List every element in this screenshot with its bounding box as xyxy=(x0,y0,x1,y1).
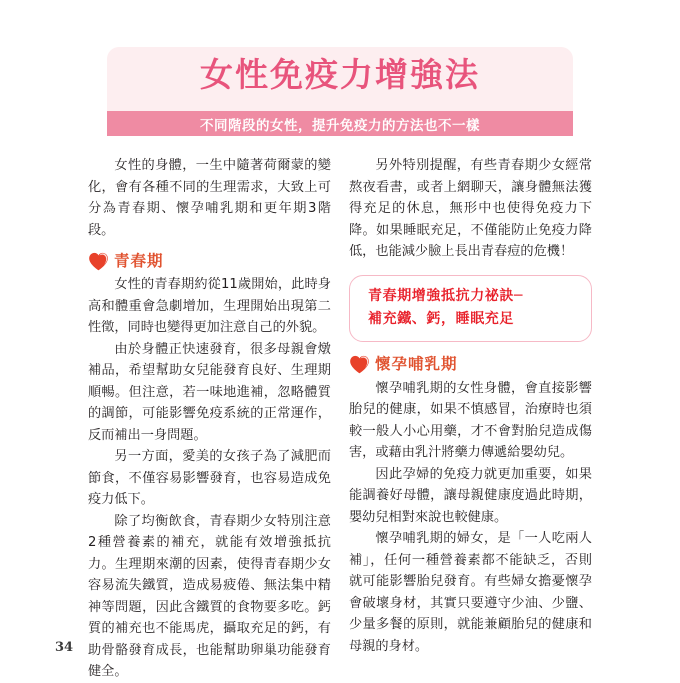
section-heading-pregnancy xyxy=(349,354,592,376)
section-title-pregnancy: 懷孕哺乳期 xyxy=(375,355,458,373)
paragraph: 另一方面，愛美的女孩子為了減肥而節食，不僅容易影響發育，也容易造成免疫力低下。 xyxy=(88,449,331,507)
paragraph: 除了均衡飲食，青春期少女特別注意2種營養素的補充，就能有效增強抵抗力。生理期來潮的因素，使得青春期少女容易流失鐵質，造成易疲倦、無法集中精神等問題，因此含鐵質的食物要多吃。鈣質的補充也不能馬虎，攝取充足的鈣，有助骨骼發育成長，也能幫助卵巢功能發育健全。 xyxy=(88,513,331,679)
section-title-adolescence: 青春期 xyxy=(114,251,164,270)
page-title: 女性免疫力增強法 xyxy=(200,55,480,94)
header-banner xyxy=(107,47,573,111)
intro-paragraph: 女性的身體，一生中隨著荷爾蒙的變化，會有各種不同的生理需求，大致上可分為青春期、懷孕哺乳期和更年期3階段。 xyxy=(88,158,331,238)
heart-icon xyxy=(349,355,370,374)
left-column xyxy=(88,155,331,683)
paragraph: 由於身體正快速發育，很多母親會燉補品，希望幫助女兒能發育良好、生理期順暢。但注意，若一味地進補，忽略體質的調節，可能影響免疫系統的正常運作，反而補出一身問題。 xyxy=(88,341,331,443)
paragraph: 另外特別提醒，有些青春期少女經常熬夜看書，或者上網聊天，讓身體無法獲得充足的休息，無形中也使得免疫力下降。如果睡眠充足，不僅能防止免疫力降低，也能減少臉上長出青春痘的危機！ xyxy=(349,158,592,259)
right-column xyxy=(349,155,592,657)
page-subtitle: 不同階段的女性，提升免疫力的方法也不一樣 xyxy=(200,117,480,134)
paragraph: 女性的青春期約從11歲開始，此時身高和體重會急劇增加，生理開始出現第二性徵，同時也變得更加注意自己的外貌。 xyxy=(88,277,331,335)
paragraph: 因此孕婦的免疫力就更加重要，如果能調養好母體，讓母親健康度過此時期，嬰幼兒相對來說也較健康。 xyxy=(349,466,592,525)
callout-line: 補充鐵、鈣，睡眠充足 xyxy=(368,310,514,327)
paragraph: 懷孕哺乳期的婦女，是「一人吃兩人補」，任何一種營養素都不能缺乏，否則就可能影響胎兒發育。有些婦女擔憂懷孕會破壞身材，其實只要遵守少油、少鹽、少量多餐的原則，就能兼顧胎兒的健康和母親的身材。 xyxy=(349,531,592,654)
heart-icon xyxy=(88,252,109,271)
header-subtitle-band xyxy=(107,111,573,136)
section-heading-adolescence xyxy=(88,250,331,272)
tip-callout-box xyxy=(349,275,592,342)
paragraph: 懷孕哺乳期的女性身體，會直接影響胎兒的健康，如果不慎感冒，治療時也須較一般人小心用藥，才不會對胎兒造成傷害，或藉由乳汁將藥力傳遞給嬰幼兒。 xyxy=(349,380,592,460)
page-number: 34 xyxy=(55,640,74,655)
callout-line: 青春期增強抵抗力祕訣─ xyxy=(368,287,524,304)
